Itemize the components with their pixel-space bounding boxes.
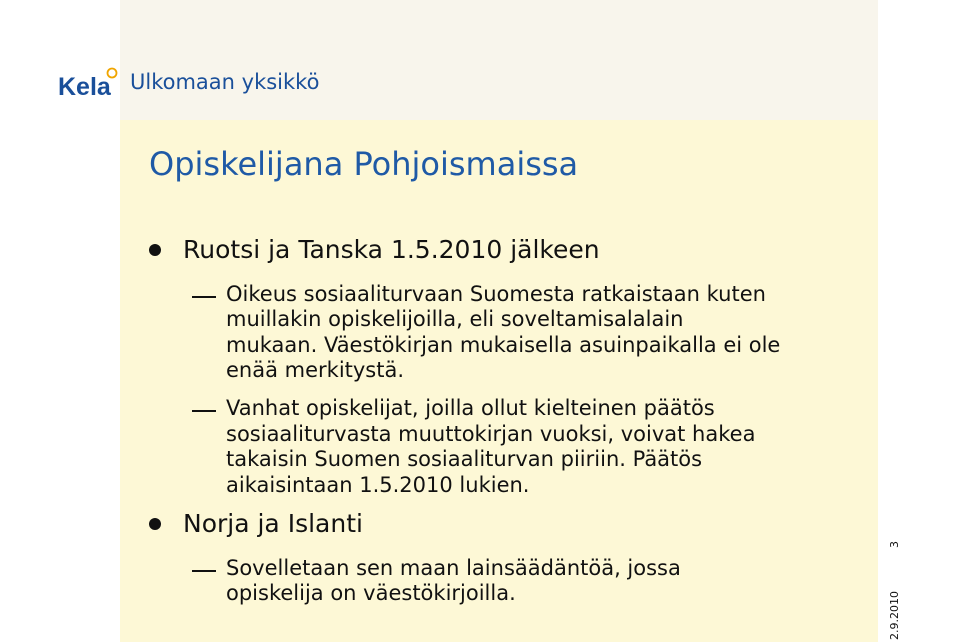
sub-bullet-dash: [192, 410, 216, 412]
sub-bullet-line: opiskelija on väestökirjoilla.: [226, 581, 516, 605]
sub-bullet-line: takaisin Suomen sosiaaliturvan piiriin. Päätös: [226, 447, 703, 471]
sub-bullet-line: Vanhat opiskelijat, joilla ollut kielteinen päätös: [226, 396, 715, 420]
bullet-item: Norja ja Islanti: [183, 509, 363, 538]
sub-bullet-line: Sovelletaan sen maan lainsäädäntöä, jossa: [226, 556, 681, 580]
logo-text: Kela: [58, 73, 111, 100]
bullet-marker: [149, 244, 161, 256]
slide-title: Opiskelijana Pohjoismaissa: [149, 145, 579, 183]
sub-bullet-line: Oikeus sosiaaliturvaan Suomesta ratkaistaan kuten: [226, 282, 766, 306]
unit-name: Ulkomaan yksikkö: [130, 70, 320, 94]
kela-logo: [58, 66, 118, 100]
bullet-item: Ruotsi ja Tanska 1.5.2010 jälkeen: [183, 235, 600, 264]
sub-bullet-dash: [192, 570, 216, 572]
slide-date: 2.9.2010: [888, 591, 901, 640]
sub-bullet-line: enää merkitystä.: [226, 358, 405, 382]
page-number: 3: [888, 541, 901, 548]
bullet-marker: [149, 518, 161, 530]
header-panel: [120, 0, 878, 120]
sub-bullet-dash: [192, 296, 216, 298]
sub-bullet-line: mukaan. Väestökirjan mukaisella asuinpaikalla ei ole: [226, 333, 781, 357]
sub-bullet-line: sosiaaliturvasta muuttokirjan vuoksi, voivat hakea: [226, 422, 756, 446]
sub-bullet-line: muillakin opiskelijoilla, eli soveltamisalalain: [226, 307, 684, 331]
sub-bullet-line: aikaisintaan 1.5.2010 lukien.: [226, 473, 530, 497]
